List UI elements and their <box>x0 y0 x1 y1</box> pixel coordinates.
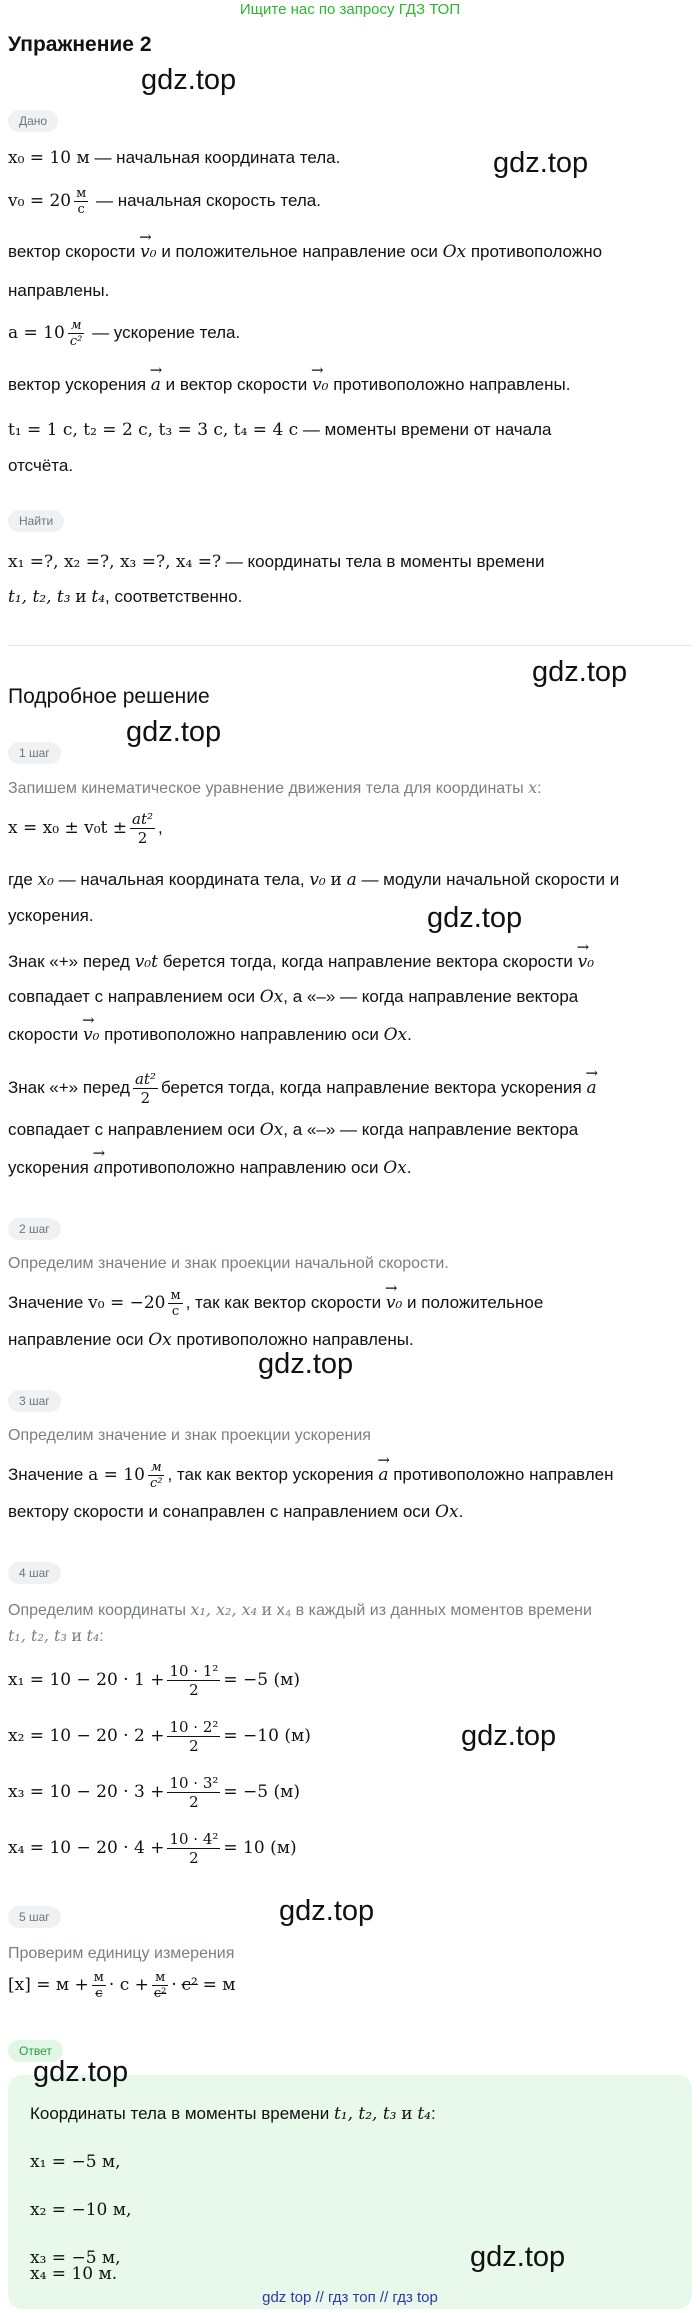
fraction: $\frac{м}{\text{c²}}$ <box>153 1970 167 2001</box>
watermark: gdz.top <box>427 902 523 934</box>
vector-a: → a <box>587 1076 597 1100</box>
vector-v0: → v₀ <box>312 373 328 397</box>
step-2-l2: направление оси Ox противоположно направлены. <box>8 1330 414 1350</box>
step-2-intro: Определим значение и знак проекции начальной скорости. <box>8 1255 449 1272</box>
bottom-links[interactable]: gdz top // гдз топ // гдз top <box>262 2289 438 2306</box>
find-line-1: x₁ =?, x₂ =?, x₃ =?, x₄ =? — координаты тела в моменты времени <box>8 552 545 572</box>
watermark: gdz.top <box>493 147 589 179</box>
step-4-eq-4: x₄ = 10 − 20 · 4 + $\frac{\text{10 · 4²}}{2}$ = 10 (м) <box>8 1830 297 1867</box>
vector-v0: → v₀ <box>83 1023 99 1047</box>
step-4-eq-3: x₃ = 10 − 20 · 3 + $\frac{\text{10 · 3²}}{2}$ = −5 (м) <box>8 1774 301 1811</box>
watermark: gdz.top <box>279 1895 375 1927</box>
vector-a: → a <box>151 373 161 397</box>
vector-a: → a <box>378 1463 388 1487</box>
fraction: $\frac{\text{at²}}{2}$ <box>134 1070 156 1107</box>
fraction: $\frac{\text{10 · 4²}}{2}$ <box>169 1830 219 1867</box>
answer-x2: x₂ = −10 м, <box>30 2200 132 2220</box>
watermark: gdz.top <box>126 716 222 748</box>
step-1-pill: 1 шаг <box>8 742 61 764</box>
step-1-p3-l3: ускорения → aпротивоположно направлению оси Ox. <box>8 1156 692 1180</box>
given-pill: Дано <box>8 110 58 132</box>
exercise-title: Упражнение 2 <box>8 33 152 56</box>
fraction: $\frac{м}{с}$ <box>93 1970 104 2001</box>
find-line-2: t₁, t₂, t₃ и t₄, соответственно. <box>8 587 243 607</box>
answer-intro: Координаты тела в моменты времени t₁, t₂, t₃ и t₄: <box>30 2104 436 2124</box>
answer-x3: x₃ = −5 м, <box>30 2248 121 2268</box>
vector-v0: → v₀ <box>578 950 594 974</box>
given-line-4: направлены. <box>8 281 110 300</box>
watermark: gdz.top <box>33 2056 129 2088</box>
step-1-p2-l2: совпадает с направлением оси Ox, а «–» — когда направление вектора <box>8 987 579 1007</box>
answer-x4: x₄ = 10 м. <box>30 2264 118 2284</box>
fraction: $\frac{м}{с}$ <box>170 1288 181 1319</box>
step-5-intro: Проверим единицу измерения <box>8 1945 235 1962</box>
step-5-eq: [x] = м + $\frac{м}{с}$ · с + $\frac{м}{\text{c²}}$ · c² = м <box>8 1970 236 2001</box>
divider <box>8 645 692 646</box>
watermark: gdz.top <box>461 1720 557 1752</box>
given-line-8: отсчёта. <box>8 456 74 475</box>
step-1-p3-l2: совпадает с направлением оси Ox, а «–» — когда направление вектора <box>8 1120 579 1140</box>
step-1-intro: Запишем кинематическое уравнение движения тела для координаты x: <box>8 778 542 797</box>
step-3-intro: Определим значение и знак проекции ускорения <box>8 1427 371 1444</box>
step-4-eq-1: x₁ = 10 − 20 · 1 + $\frac{\text{10 · 1²}}{2}$ = −5 (м) <box>8 1662 301 1699</box>
given-line-1: x₀ = 10 м — начальная координата тела. <box>8 148 341 168</box>
watermark: gdz.top <box>258 1348 354 1380</box>
step-2-l1: Значение v₀ = −20 $\frac{м}{с}$ , так как вектор скорости → v₀ и положительное <box>8 1288 692 1319</box>
top-banner[interactable]: Ищите нас по запросу ГДЗ ТОП <box>239 1 461 18</box>
given-line-5: a = 10 $\frac{м}{\text{c²}}$ — ускорение тела. <box>8 318 241 349</box>
watermark: gdz.top <box>470 2241 566 2273</box>
given-line-2: v₀ = 20 $\frac{м}{с}$ — начальная скорость тела. <box>8 186 321 217</box>
fraction: $\frac{\text{10 · 1²}}{2}$ <box>169 1662 219 1699</box>
fraction: $\frac{\text{10 · 3²}}{2}$ <box>169 1774 219 1811</box>
watermark: gdz.top <box>141 64 237 96</box>
step-5-pill: 5 шаг <box>8 1906 61 1928</box>
step-4-intro-2: t₁, t₂, t₃ и t₄: <box>8 1626 104 1645</box>
step-1-p1-l1: где x₀ — начальная координата тела, v₀ и a — модули начальной скорости и <box>8 870 620 890</box>
given-line-7: t₁ = 1 с, t₂ = 2 с, t₃ = 3 с, t₄ = 4 с — моменты времени от начала <box>8 420 552 440</box>
step-1-p3-l1: Знак «+» перед $\frac{\text{at²}}{2}$ берется тогда, когда направление вектора ускорения → a <box>8 1070 692 1107</box>
step-1-p2-l1: Знак «+» перед v₀t берется тогда, когда направление вектора скорости → v₀ <box>8 950 692 974</box>
vector-v0: → v₀ <box>140 240 156 264</box>
fraction: $\frac{\text{10 · 2²}}{2}$ <box>169 1718 219 1755</box>
fraction: $\frac{м}{с}$ <box>76 186 87 217</box>
given-line-3: вектор скорости → v₀ и положительное направление оси Ox противоположно <box>8 240 692 264</box>
solution-title: Подробное решение <box>8 685 210 708</box>
step-4-pill: 4 шаг <box>8 1562 61 1584</box>
step-4-intro-1: Определим координаты x₁, x₂, x₄ и x₄ в каждый из данных моментов времени <box>8 1600 592 1619</box>
step-1-p2-l3: скорости → v₀ противоположно направлению оси Ox. <box>8 1023 692 1047</box>
fraction: $\frac{м}{\text{c²}}$ <box>69 318 83 349</box>
fraction: $\frac{\text{at²}}{2}$ <box>132 810 153 847</box>
answer-x1: x₁ = −5 м, <box>30 2152 121 2172</box>
fraction: $\frac{м}{\text{c²}}$ <box>149 1460 163 1491</box>
step-3-pill: 3 шаг <box>8 1390 61 1412</box>
step-3-l1: Значение a = 10 $\frac{м}{\text{c²}}$ , так как вектор ускорения → a противоположно направлен <box>8 1460 692 1491</box>
step-1-equation: x = x₀ ± v₀t ± $\frac{\text{at²}}{2}$ , <box>8 810 163 847</box>
step-4-eq-2: x₂ = 10 − 20 · 2 + $\frac{\text{10 · 2²}}{2}$ = −10 (м) <box>8 1718 311 1755</box>
step-3-l2: вектору скорости и сонаправлен с направлением оси Ox. <box>8 1502 464 1522</box>
step-2-pill: 2 шаг <box>8 1218 61 1240</box>
find-pill: Найти <box>8 510 64 532</box>
given-line-6: вектор ускорения → a и вектор скорости → v₀ противоположно направлены. <box>8 373 692 397</box>
watermark: gdz.top <box>532 656 628 688</box>
vector-a: → a <box>94 1156 104 1180</box>
answer-pill: Ответ <box>8 2040 63 2062</box>
step-1-p1-l2: ускорения. <box>8 906 94 925</box>
vector-v0: → v₀ <box>386 1291 402 1315</box>
